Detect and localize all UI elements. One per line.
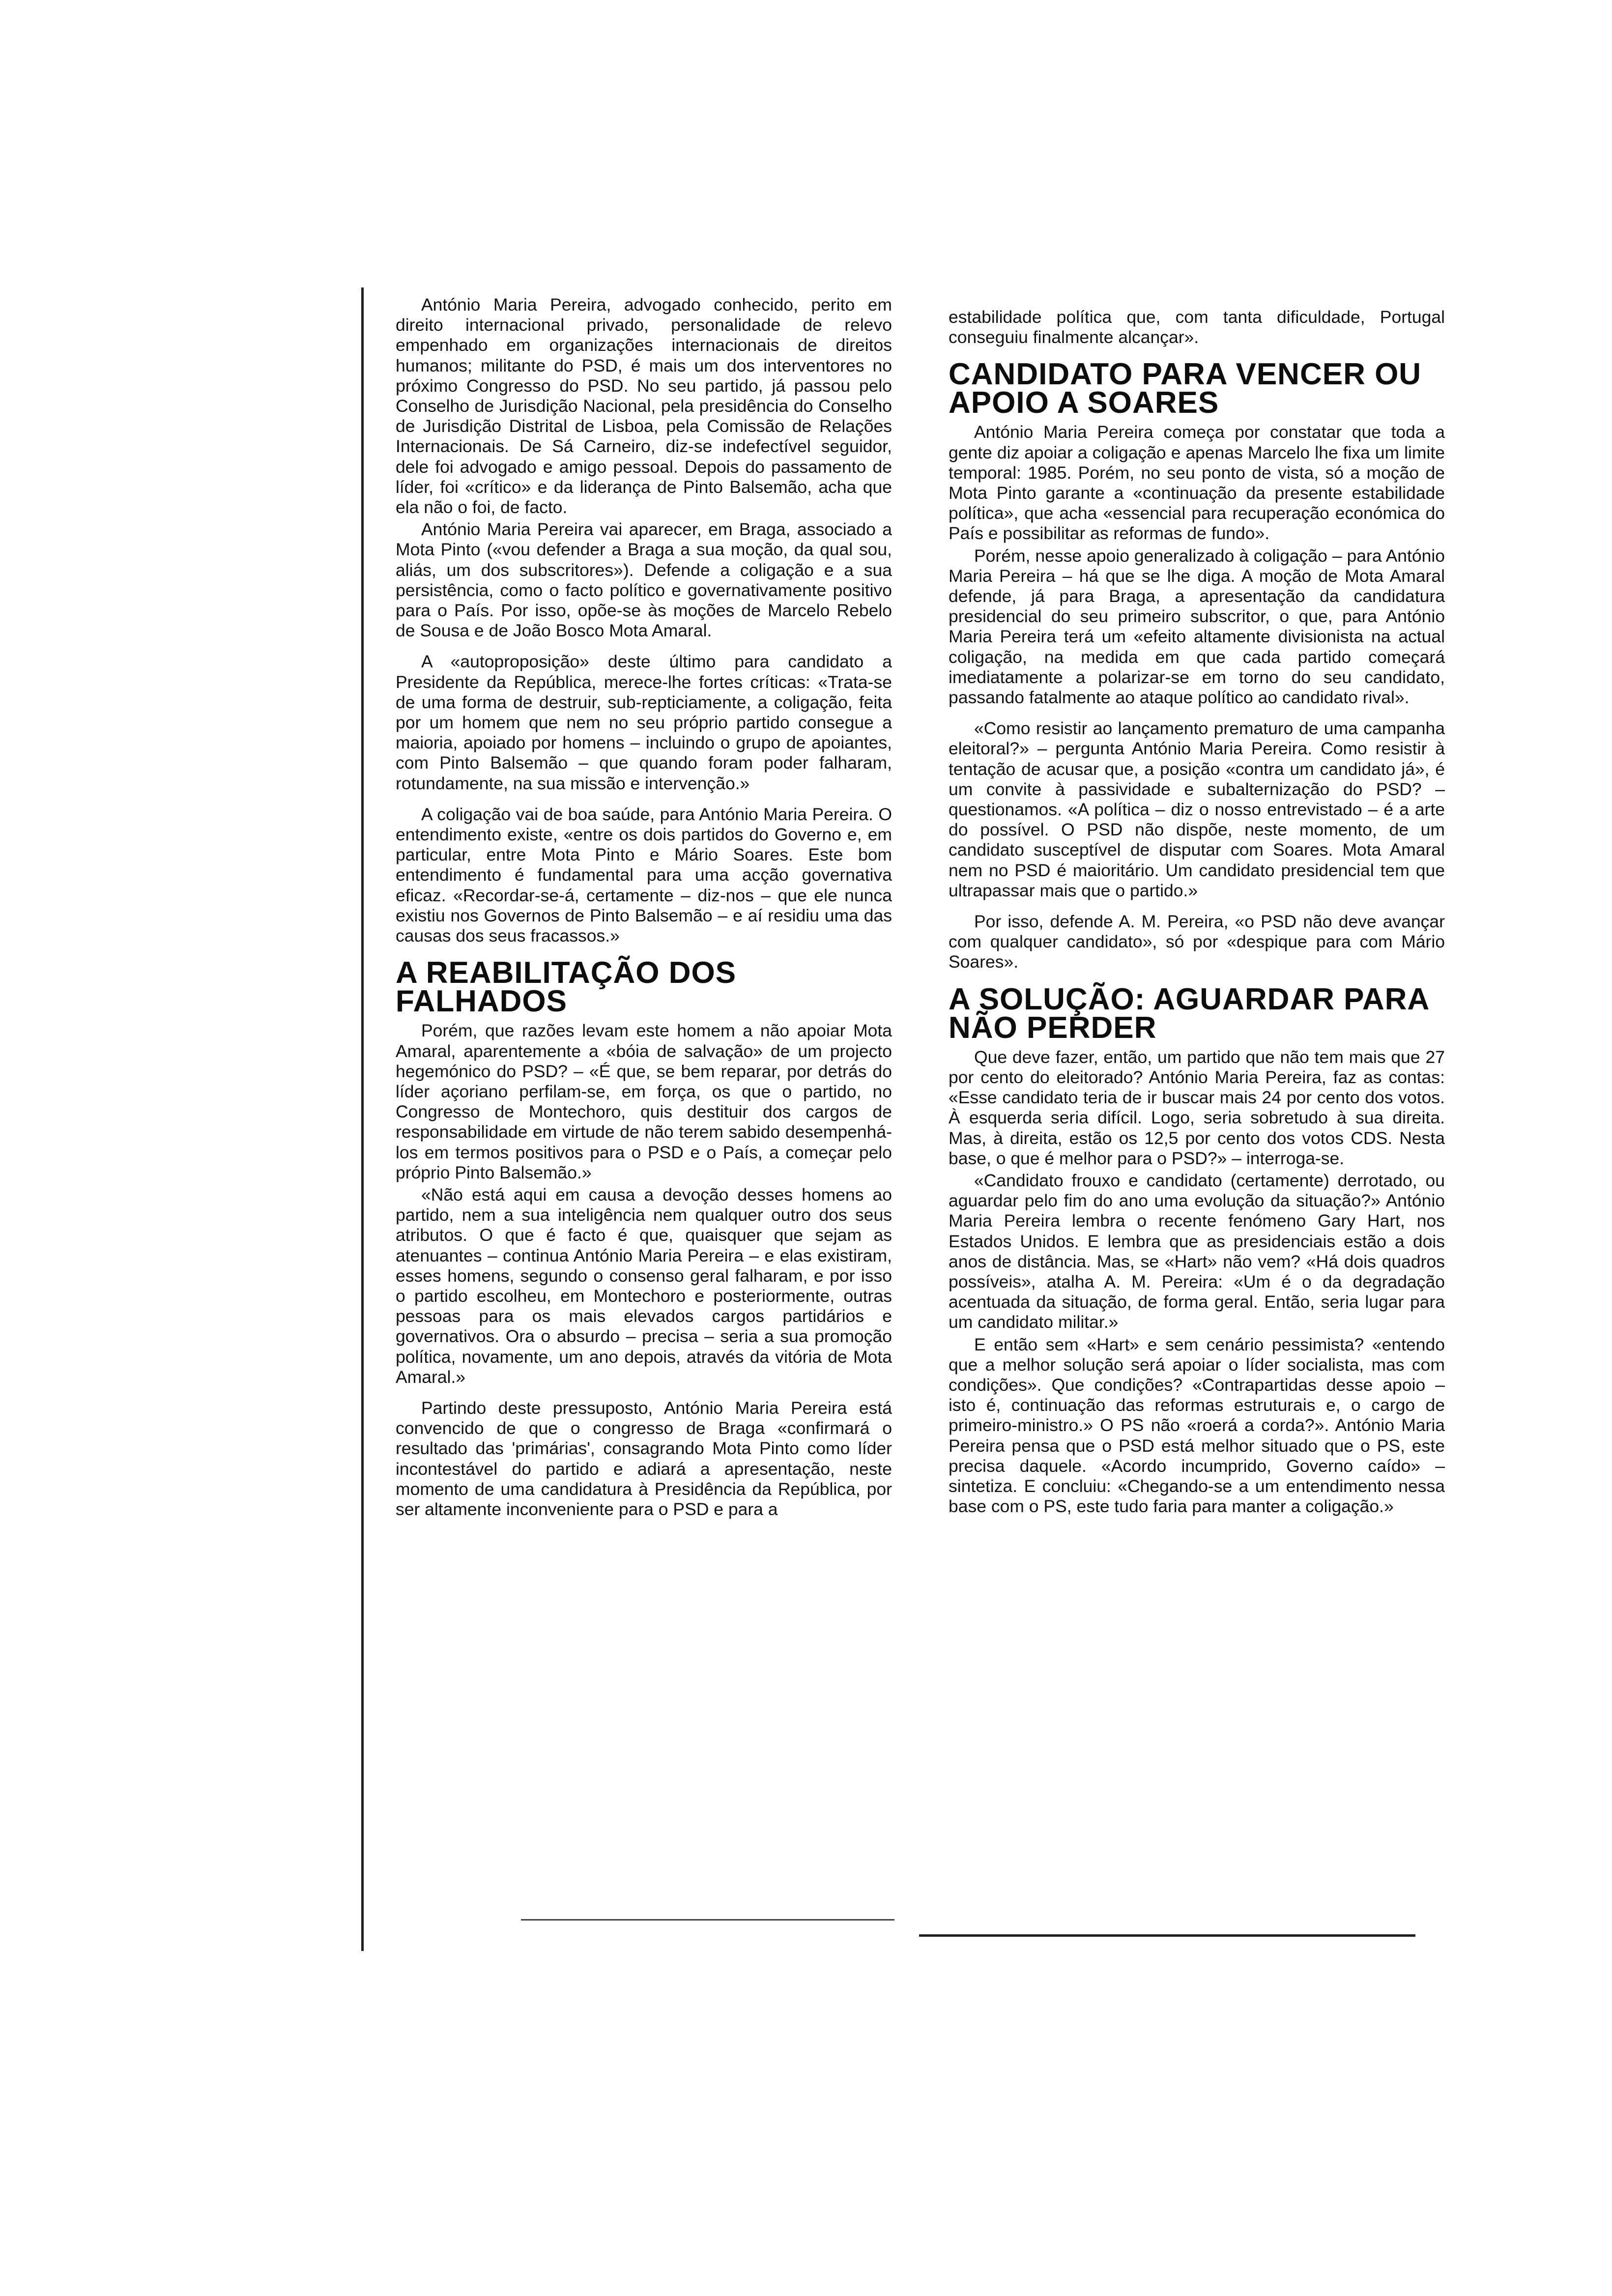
paragraph: estabilidade política que, com tanta dificuldade, Portugal conseguiu finalmente alcançar». [949, 307, 1445, 347]
left-bottom-rule [521, 1919, 894, 1921]
right-column [949, 307, 1445, 1517]
paragraph: Que deve fazer, então, um partido que não tem mais que 27 por cento do eleitorado? António Maria Pereira, faz as contas: «Esse candidato teria de ir buscar mais 24 por cento dos votos. À esquerda seria difícil. Logo, seria sobretudo à sua direita. Mas, à direita, estão os 12,5 por cento dos votos CDS. Nesta base, o que é melhor para o PSD?» – interroga-se. [949, 1047, 1445, 1168]
paragraph: Por isso, defende A. M. Pereira, «o PSD não deve avançar com qualquer candidato», só por «despique para com Mário Soares». [949, 912, 1445, 972]
paragraph: Partindo deste pressuposto, António Maria Pereira está convencido de que o congresso de Braga «confirmará o resultado das 'primárias', consagrando Mota Pinto como líder incontestável do partido e adiará a apresentação, neste momento de uma candidatura à Presidência da República, por ser altamente inconveniente para o PSD e para a [396, 1398, 892, 1519]
paragraph: Porém, que razões levam este homem a não apoiar Mota Amaral, aparentemente a «bóia de salvação» de um projecto hegemónico do PSD? – «É que, se bem reparar, por detrás do líder açoriano perfilam-se, em força, os que o partido, no Congresso de Montechoro, quis destituir dos cargos de responsabilidade em virtude de não terem sabido desempenhá-los em termos positivos para o PSD e o País, a começar pelo próprio Pinto Balsemão.» [396, 1021, 892, 1182]
paragraph: «Como resistir ao lançamento prematuro de uma campanha eleitoral?» – pergunta António Maria Pereira. Como resistir à tentação de acusar que, a posição «contra um candidato já», é um convite à passividade e subalternização do PSD? – questionamos. «A política – diz o nosso entrevistado – é a arte do possível. O PSD não dispõe, neste momento, de um candidato susceptível de disputar com Soares. Mota Amaral nem no PSD é maioritário. Um candidato presidencial tem que ultrapassar mais que o partido.» [949, 718, 1445, 900]
paragraph: A coligação vai de boa saúde, para António Maria Pereira. O entendimento existe, «entre os dois partidos do Governo e, em particular, entre Mota Pinto e Mário Soares. Este bom entendimento é fundamental para uma acção governativa eficaz. «Recordar-se-á, certamente – diz-nos – que ele nunca existiu nos Governos de Pinto Balsemão – e aí residiu uma das causas dos seus fracassos.» [396, 804, 892, 946]
paragraph: E então sem «Hart» e sem cenário pessimista? «entendo que a melhor solução será apoiar o líder socialista, mas com condições». Que condições? «Contrapartidas desse apoio – isto é, continuação das reformas estruturais e, o cargo de primeiro-ministro.» O PS não «roerá a corda?». António Maria Pereira pensa que o PSD está melhor situado que o PS, este precisa daquele. «Acordo incumprido, Governo caído» – sintetiza. E concluiu: «Chegando-se a um entendimento nessa base com o PS, este tudo faria para manter a coligação.» [949, 1334, 1445, 1517]
paragraph: António Maria Pereira vai aparecer, em Braga, associado a Mota Pinto («vou defender a Braga a sua moção, da qual sou, aliás, um dos subscritores»). Defende a coligação e a sua persistência, como o facto político e governativamente positivo para o País. Por isso, opõe-se às moções de Marcelo Rebelo de Sousa e de João Bosco Mota Amaral. [396, 519, 892, 641]
section-headline: A SOLUÇÃO: AGUARDAR PARA NÃO PERDER [949, 982, 1429, 1045]
left-column [396, 295, 892, 1520]
paragraph: «Não está aqui em causa a devoção desses homens ao partido, nem a sua inteligência nem qualquer outro dos seus atributos. O que é facto é que, quaisquer que sejam as atenuantes – continua António Maria Pereira – e elas existiram, esses homens, segundo o consenso geral falharam, e por isso o partido escolheu, em Montechoro e posteriormente, outras pessoas para os mais elevados cargos partidários e governativos. Ora o absurdo – precisa – seria a sua promoção política, novamente, um ano depois, através da vitória de Mota Amaral.» [396, 1184, 892, 1387]
paragraph: António Maria Pereira começa por constatar que toda a gente diz apoiar a coligação e apenas Marcelo lhe fixa um limite temporal: 1985. Porém, no seu ponto de vista, só a moção de Mota Pinto garante a «continuação da presente estabilidade política», que acha «essencial para recuperação económica do País e possibilitar as reformas de fundo». [949, 422, 1445, 544]
left-column-rule [361, 287, 364, 1951]
paragraph: A «autoproposição» deste último para candidato a Presidente da República, merece-lhe fortes críticas: «Trata-se de uma forma de destruir, sub-repticiamente, a coligação, feita por um homem que nem no seu próprio partido consegue a maioria, apoiado por homens – incluindo o grupo de apoiantes, com Pinto Balsemão – que quando foram poder falharam, rotundamente, na sua missão e intervenção.» [396, 652, 892, 793]
paragraph: Porém, nesse apoio generalizado à coligação – para António Maria Pereira – há que se lhe diga. A moção de Mota Amaral defende, já para Braga, a apresentação da candidatura presidencial do seu primeiro subscritor, o que, para António Maria Pereira terá um «efeito altamente divisionista na actual coligação, na medida em que cada partido começará imediatamente a polarizar-se em torno do seu candidato, passando fatalmente ao ataque político ao candidato rival». [949, 545, 1445, 708]
section-headline: A REABILITAÇÃO DOS FALHADOS [396, 956, 737, 1019]
paragraph: «Candidato frouxo e candidato (certamente) derrotado, ou aguardar pelo fim do ano uma evolução da situação?» António Maria Pereira lembra o recente fenómeno Gary Hart, nos Estados Unidos. E lembra que as presidenciais estão a dois anos de distância. Mas, se «Hart» não vem? «Há dois quadros possíveis», atalha A. M. Pereira: «Um é o da degradação acentuada da situação, de forma geral. Então, seria lugar para um candidato militar.» [949, 1170, 1445, 1332]
paragraph: António Maria Pereira, advogado conhecido, perito em direito internacional privado, personalidade de relevo empenhado em organizações internacionais de direitos humanos; militante do PSD, é mais um dos interventores no próximo Congresso do PSD. No seu partido, já passou pelo Conselho de Jurisdição Nacional, pela presidência do Conselho de Jurisdição Distrital de Lisboa, pela Comissão de Relações Internacionais. De Sá Carneiro, diz-se indefectível seguidor, dele foi advogado e amigo pessoal. Depois do passamento de líder, foi «crítico» e da liderança de Pinto Balsemão, acha que ela não o foi, de facto. [396, 295, 892, 517]
right-bottom-rule [919, 1934, 1415, 1937]
section-headline: CANDIDATO PARA VENCER OU APOIO A SOARES [949, 357, 1422, 420]
